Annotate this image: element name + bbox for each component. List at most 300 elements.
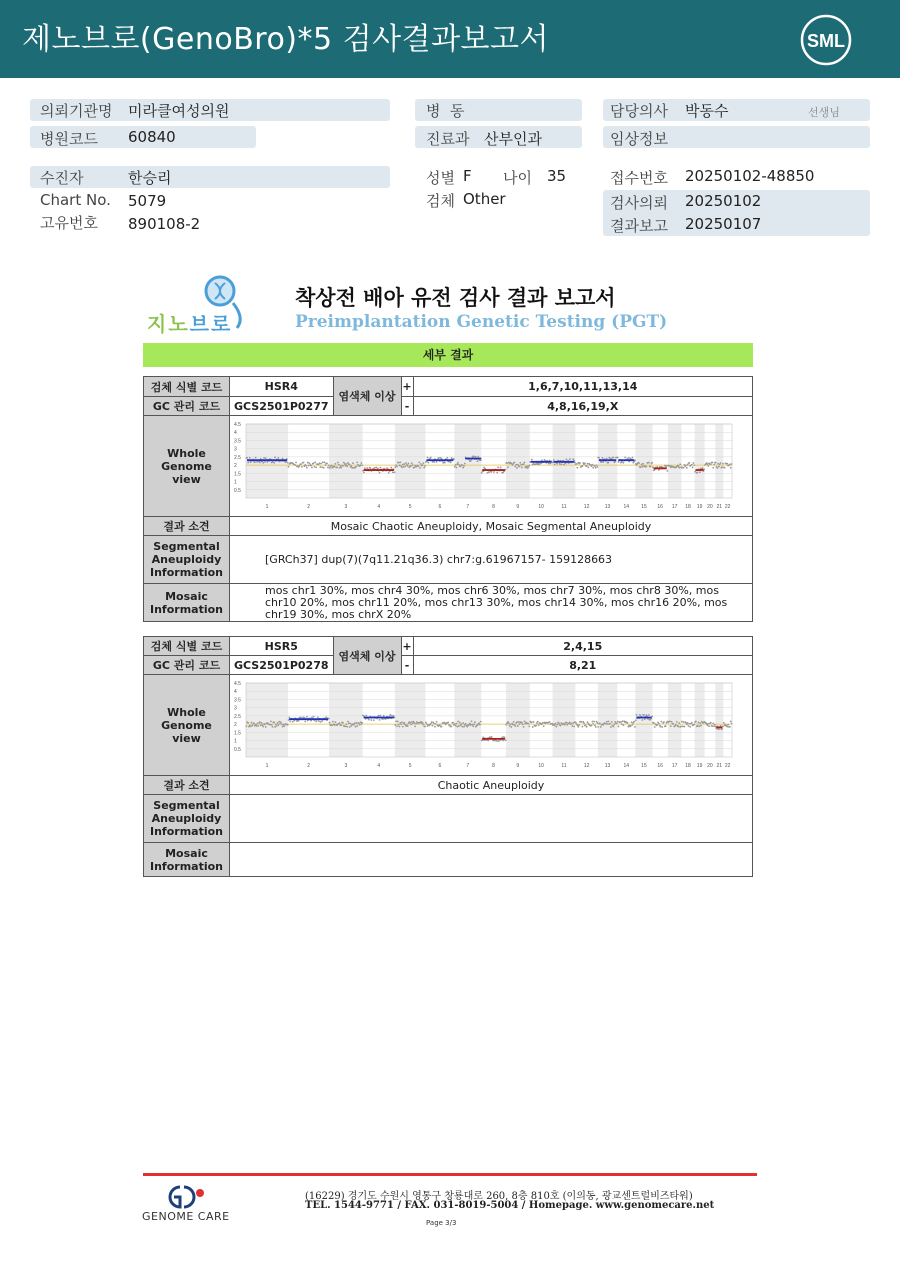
cn-point	[265, 726, 267, 728]
x-tick-label: 12	[583, 763, 590, 769]
cn-point	[412, 723, 414, 725]
cn-point	[608, 457, 610, 459]
cn-point	[345, 723, 347, 725]
x-tick-label: 10	[538, 763, 544, 769]
result-table-2	[143, 636, 753, 877]
cn-point	[537, 721, 539, 723]
segmental-value	[230, 795, 753, 843]
cn-point	[477, 460, 479, 462]
x-tick-label: 15	[641, 763, 647, 769]
cn-point	[349, 464, 351, 466]
cn-point	[389, 714, 391, 716]
cn-point	[474, 721, 476, 723]
cn-point	[583, 722, 585, 724]
cn-point	[361, 464, 363, 466]
whole-genome-view-label: Whole Genome view	[144, 675, 230, 776]
cn-point	[356, 461, 358, 463]
doctor-suffix: 선생님	[808, 106, 840, 119]
cn-point	[454, 723, 456, 725]
cn-point	[370, 719, 372, 721]
cn-point	[324, 464, 326, 466]
cn-point	[310, 465, 312, 467]
cn-point	[355, 722, 357, 724]
cn-point	[624, 457, 626, 459]
cn-point	[434, 726, 436, 728]
chromosome-band	[695, 683, 705, 757]
cn-point	[269, 724, 271, 726]
cn-point	[622, 720, 624, 722]
cn-point	[247, 462, 249, 464]
cn-point	[355, 466, 357, 468]
svg-text:SML: SML	[807, 31, 845, 51]
cn-point	[393, 715, 395, 717]
cn-point	[306, 716, 308, 718]
gc-code-label: GC 관리 코드	[144, 656, 230, 675]
cn-point	[564, 724, 566, 726]
cn-point	[602, 724, 604, 726]
cn-point	[697, 722, 699, 724]
cn-point	[531, 459, 533, 461]
cn-point	[579, 462, 581, 464]
cn-point	[670, 725, 672, 727]
cn-point	[523, 720, 525, 722]
gc-code-value: GCS2501P0278	[230, 656, 334, 675]
cn-point	[311, 467, 313, 469]
cn-point	[600, 726, 602, 728]
cn-point	[413, 722, 415, 724]
x-tick-label: 22	[724, 504, 731, 510]
cn-point	[613, 723, 615, 725]
cn-point	[435, 723, 437, 725]
cn-point	[256, 461, 258, 463]
cn-point	[444, 462, 446, 464]
chromosome-band	[635, 424, 652, 498]
cn-point	[569, 458, 571, 460]
cn-point	[280, 721, 282, 723]
cn-point	[702, 467, 704, 469]
cn-point	[324, 462, 326, 464]
cn-point	[610, 726, 612, 728]
cn-point	[345, 465, 347, 467]
company-address: (16229) 경기도 수원시 영통구 창룡대로 260, 8층 810호 (이의동, 광교센트럴비즈타워)	[305, 1191, 693, 1202]
minus-chromosomes: 8,21	[413, 656, 752, 675]
cn-point	[427, 457, 429, 459]
cn-point	[273, 462, 275, 464]
cn-point	[606, 458, 608, 460]
cn-point	[641, 466, 643, 468]
cn-point	[402, 464, 404, 466]
cn-point	[500, 467, 502, 469]
cn-point	[480, 459, 482, 461]
cn-point	[368, 719, 370, 721]
cn-point	[663, 721, 665, 723]
chromosome-abnormality-label: 염색체 이상	[333, 637, 401, 675]
logo-text-b: 브로	[189, 312, 233, 336]
cn-point	[303, 462, 305, 464]
cn-point	[340, 465, 342, 467]
x-tick-label: 1	[265, 504, 269, 510]
cn-point	[349, 726, 351, 728]
y-tick-label: 4	[234, 430, 237, 437]
cn-point	[319, 721, 321, 723]
receipt-value: 20250102-48850	[685, 167, 815, 185]
patient-value: 한승리	[128, 169, 172, 187]
specimen-label: 검체	[426, 192, 455, 210]
x-tick-label: 16	[657, 504, 663, 510]
cn-point	[698, 725, 700, 727]
id-label: 고유번호	[40, 214, 98, 232]
cn-point	[412, 464, 414, 466]
cn-point	[418, 465, 420, 467]
x-tick-label: 14	[623, 504, 630, 510]
cn-point	[456, 723, 458, 725]
cn-point	[403, 463, 405, 465]
cn-point	[334, 724, 336, 726]
cn-point	[335, 721, 337, 723]
cn-point	[433, 723, 435, 725]
cn-point	[327, 467, 329, 469]
cn-point	[714, 724, 716, 726]
doctor-value: 박동수	[685, 102, 729, 120]
cn-point	[345, 463, 347, 465]
cn-point	[523, 462, 525, 464]
cn-point	[533, 721, 535, 723]
cn-point	[686, 467, 688, 469]
cn-point	[315, 720, 317, 722]
y-tick-label: 2.5	[234, 454, 241, 461]
chromosome-band	[715, 424, 723, 498]
cn-point	[498, 740, 500, 742]
cn-point	[691, 464, 693, 466]
cn-point	[246, 725, 248, 727]
cn-point	[578, 724, 580, 726]
y-tick-label: 1	[234, 479, 237, 486]
cn-point	[456, 467, 458, 469]
header-bar	[0, 0, 900, 78]
cn-point	[459, 722, 461, 724]
cn-point	[683, 721, 685, 723]
cn-point	[272, 726, 274, 728]
cn-point	[549, 721, 551, 723]
report-date-label: 결과보고	[610, 217, 668, 235]
cn-point	[419, 467, 421, 469]
cn-point	[414, 725, 416, 727]
cn-point	[543, 725, 545, 727]
cn-point	[411, 462, 413, 464]
cn-point	[508, 722, 510, 724]
cn-point	[465, 723, 467, 725]
x-tick-label: 6	[438, 504, 442, 510]
cn-point	[721, 466, 723, 468]
cn-point	[672, 723, 674, 725]
cn-point	[582, 726, 584, 728]
cn-point	[535, 725, 537, 727]
cn-point	[320, 463, 322, 465]
cn-point	[273, 721, 275, 723]
x-tick-label: 16	[657, 763, 663, 769]
cn-point	[326, 463, 328, 465]
cn-point	[724, 467, 726, 469]
cn-point	[331, 467, 333, 469]
genome-chart-2	[232, 677, 746, 770]
cn-point	[643, 714, 645, 716]
whole-genome-view-label: Whole Genome view	[144, 416, 230, 517]
gc-code-label: GC 관리 코드	[144, 397, 230, 416]
cn-point	[496, 740, 498, 742]
cn-point	[402, 726, 404, 728]
x-tick-label: 3	[344, 504, 348, 510]
cn-point	[569, 721, 571, 723]
cn-point	[314, 461, 316, 463]
cn-point	[477, 456, 479, 458]
cn-point	[475, 456, 477, 458]
cn-point	[410, 465, 412, 467]
chromosome-band	[454, 683, 481, 757]
cn-point	[512, 464, 514, 466]
cn-point	[399, 726, 401, 728]
chromosome-band	[329, 683, 362, 757]
chromosome-band	[506, 683, 530, 757]
result-table-1	[143, 376, 753, 622]
cn-point	[400, 723, 402, 725]
cn-point	[430, 457, 432, 459]
x-tick-label: 22	[724, 763, 731, 769]
cn-point	[332, 721, 334, 723]
cn-point	[641, 719, 643, 721]
chromosome-band	[598, 683, 617, 757]
chromosome-band	[668, 424, 682, 498]
cn-point	[620, 721, 622, 723]
cn-point	[683, 467, 685, 469]
cn-point	[531, 721, 533, 723]
cn-point	[300, 463, 302, 465]
chromosome-band	[695, 424, 705, 498]
cn-point	[306, 467, 308, 469]
finding-value: Chaotic Aneuploidy	[230, 776, 753, 795]
cn-point	[577, 467, 579, 469]
x-tick-label: 3	[344, 763, 348, 769]
cn-point	[287, 724, 289, 726]
cn-point	[356, 725, 358, 727]
cn-point	[251, 722, 253, 724]
cn-point	[695, 721, 697, 723]
cn-point	[506, 462, 508, 464]
cn-point	[618, 726, 620, 728]
cn-point	[591, 465, 593, 467]
cn-point	[731, 463, 733, 465]
cn-point	[613, 457, 615, 459]
report-date-value: 20250107	[685, 215, 762, 233]
cn-point	[379, 719, 381, 721]
cn-point	[491, 736, 493, 738]
cn-point	[404, 466, 406, 468]
cn-point	[322, 461, 324, 463]
cn-point	[566, 722, 568, 724]
cn-point	[331, 724, 333, 726]
cn-point	[292, 721, 294, 723]
cn-point	[323, 467, 325, 469]
x-tick-label: 21	[716, 504, 723, 510]
cn-point	[513, 721, 515, 723]
y-tick-label: 1.5	[234, 471, 241, 478]
cn-point	[348, 722, 350, 724]
cn-point	[556, 724, 558, 726]
cn-point	[660, 726, 662, 728]
cn-point	[601, 461, 603, 463]
cn-point	[592, 467, 594, 469]
chromosome-band	[395, 424, 426, 498]
cn-point	[427, 462, 429, 464]
cn-point	[249, 457, 251, 459]
cn-point	[458, 464, 460, 466]
cn-point	[480, 721, 482, 723]
cn-point	[330, 465, 332, 467]
cn-point	[282, 458, 284, 460]
cn-point	[566, 724, 568, 726]
x-tick-label: 11	[561, 504, 567, 510]
minus-chromosomes: 4,8,16,19,X	[413, 397, 752, 416]
cn-point	[685, 464, 687, 466]
cn-point	[572, 722, 574, 724]
cn-point	[257, 725, 259, 727]
cn-point	[345, 725, 347, 727]
x-tick-label: 9	[516, 763, 520, 769]
cn-point	[682, 725, 684, 727]
cn-point	[633, 721, 635, 723]
cn-point	[611, 721, 613, 723]
cn-point	[693, 464, 695, 466]
plot-frame	[246, 424, 732, 498]
cn-point	[377, 468, 379, 470]
cn-point	[576, 463, 578, 465]
x-tick-label: 11	[561, 763, 567, 769]
cn-point	[433, 461, 435, 463]
cn-point	[365, 715, 367, 717]
cn-point	[455, 725, 457, 727]
cn-point	[339, 467, 341, 469]
cn-point	[329, 722, 331, 724]
cn-point	[607, 721, 609, 723]
cn-point	[594, 724, 596, 726]
genome-chart-cell-2	[230, 675, 753, 776]
cn-point	[731, 723, 733, 725]
report-title: 착상전 배아 유전 검사 결과 보고서	[295, 286, 616, 310]
cn-point	[689, 726, 691, 728]
cn-point	[351, 467, 353, 469]
patient-label: 수진자	[40, 169, 84, 187]
cn-point	[472, 725, 474, 727]
cn-point	[409, 722, 411, 724]
cn-point	[496, 472, 498, 474]
cn-point	[456, 726, 458, 728]
cn-point	[666, 470, 668, 472]
cn-point	[264, 723, 266, 725]
cn-point	[308, 465, 310, 467]
segmental-label: Segmental Aneuploidy Information	[144, 536, 230, 584]
cn-point	[521, 722, 523, 724]
cn-point	[288, 716, 290, 718]
chromosome-band	[246, 683, 288, 757]
cn-point	[550, 463, 552, 465]
cn-point	[607, 723, 609, 725]
cn-point	[382, 718, 384, 720]
cn-point	[598, 457, 600, 459]
cn-point	[556, 463, 558, 465]
cn-point	[401, 466, 403, 468]
cn-point	[271, 724, 273, 726]
cn-point	[262, 726, 264, 728]
cn-point	[554, 724, 556, 726]
cn-point	[458, 725, 460, 727]
cn-point	[359, 724, 361, 726]
cn-point	[473, 723, 475, 725]
cn-point	[491, 471, 493, 473]
cn-point	[379, 472, 381, 474]
cn-point	[606, 721, 608, 723]
cn-point	[337, 462, 339, 464]
x-tick-label: 4	[377, 763, 381, 769]
cn-point	[282, 726, 284, 728]
cn-point	[281, 724, 283, 726]
cn-point	[595, 726, 597, 728]
cn-point	[413, 466, 415, 468]
request-value: 20250102	[685, 192, 762, 210]
cn-point	[383, 715, 385, 717]
genobro-logo-text	[147, 308, 232, 337]
cn-point	[522, 724, 524, 726]
cn-point	[712, 462, 714, 464]
cn-point	[478, 722, 480, 724]
cn-point	[418, 461, 420, 463]
cn-point	[396, 725, 398, 727]
cn-point	[262, 462, 264, 464]
cn-point	[538, 724, 540, 726]
y-tick-label: 4.5	[234, 681, 241, 687]
cn-point	[707, 724, 709, 726]
cn-point	[422, 724, 424, 726]
footer-divider	[143, 1173, 757, 1176]
cn-point	[501, 736, 503, 738]
cn-point	[638, 462, 640, 464]
cn-point	[548, 463, 550, 465]
institution-value: 미라클여성의원	[128, 102, 230, 120]
cn-point	[605, 723, 607, 725]
cn-point	[566, 458, 568, 460]
cn-point	[571, 725, 573, 727]
cn-point	[461, 464, 463, 466]
plus-chromosomes: 2,4,15	[413, 637, 752, 656]
cn-point	[687, 722, 689, 724]
cn-point	[479, 724, 481, 726]
cn-point	[399, 461, 401, 463]
cn-point	[631, 721, 633, 723]
cn-point	[512, 724, 514, 726]
cn-point	[325, 716, 327, 718]
company-name: GENOME CARE	[142, 1210, 230, 1223]
x-tick-label: 15	[641, 504, 647, 510]
cn-point	[390, 467, 392, 469]
cn-point	[699, 722, 701, 724]
cn-point	[464, 463, 466, 465]
cn-point	[399, 464, 401, 466]
plus-chromosomes: 1,6,7,10,11,13,14	[413, 377, 752, 397]
cn-point	[519, 462, 521, 464]
cn-point	[338, 464, 340, 466]
clinical-label: 임상정보	[610, 130, 668, 148]
cn-point	[315, 466, 317, 468]
cn-point	[730, 721, 732, 723]
cn-point	[678, 467, 680, 469]
